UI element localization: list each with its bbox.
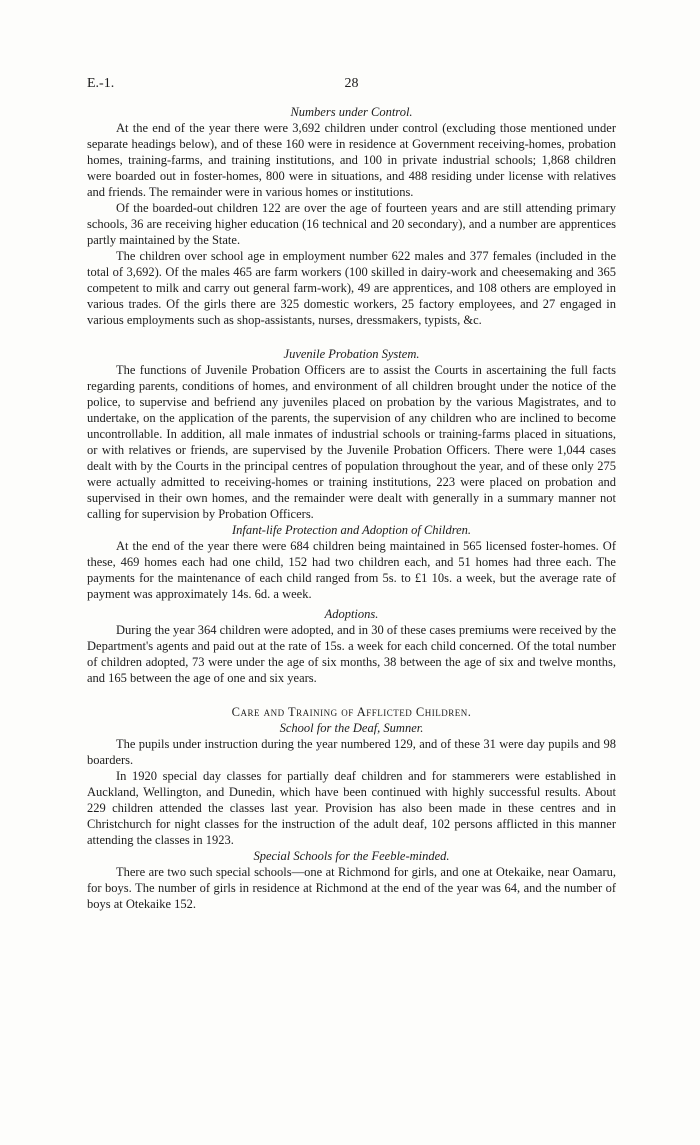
section-heading-numbers: Numbers under Control. xyxy=(290,105,413,119)
paragraph: In 1920 special day classes for partially deaf children and for stammerers were established in Auckland, Wellington, and Dunedin, which have been continued with highly successful results. About 229 children attended the classes last year. Provision has also been made in these centres and in Christchurch for night classes for the instruction of the adult deaf, 102 persons afflicted in this manner attending the classes in 1923. xyxy=(87,769,616,847)
paragraph: At the end of the year there were 3,692 children under control (excluding those mentioned under separate headings below), and of these 160 were in residence at Government receiving-homes, probation homes, training-farms, and training institutions, and 100 in private industrial schools; 1,868 children were boarded out in foster-homes, 800 were in situations, and 488 residing under license with relatives and friends. The remainder were in various homes or institutions. xyxy=(87,121,616,199)
section-heading-afflicted-children: Care and Training of Afflicted Children. xyxy=(231,705,472,719)
paragraph: At the end of the year there were 684 children being maintained in 565 licensed foster-homes. Of these, 469 homes each had one child, 152 had two children each, and 51 homes had three each. The payments for the maintenance of each child ranged from 5s. to £1 10s. a week, but the average rate of payment was approximately 14s. 6d. a week. xyxy=(87,539,616,601)
page-header xyxy=(87,76,616,96)
page-number: 28 xyxy=(344,76,359,91)
subheading-school-for-deaf: School for the Deaf, Sumner. xyxy=(279,721,424,735)
paragraph: During the year 364 children were adopted, and in 30 of these cases premiums were received by the Department's agents and paid out at the rate of 15s. a week for each child concerned. Of the total number of children adopted, 73 were under the age of six months, 38 between the age of six and twelve months, and 165 between the age of one and six years. xyxy=(87,623,616,685)
section-heading-adoptions: Adoptions. xyxy=(324,607,379,621)
paragraph: The pupils under instruction during the year numbered 129, and of these 31 were day pupils and 98 boarders. xyxy=(87,737,616,767)
report-reference: E.-1. xyxy=(87,76,115,91)
paragraph: Of the boarded-out children 122 are over the age of fourteen years and are still attending primary schools, 36 are receiving higher education (16 technical and 20 secondary), and a number are apprentices partly maintained by the State. xyxy=(87,201,616,247)
section-heading-feeble-minded: Special Schools for the Feeble-minded. xyxy=(253,849,450,863)
section-heading-probation: Juvenile Probation System. xyxy=(283,347,420,361)
section-heading-infant-life: Infant-life Protection and Adoption of Children. xyxy=(231,523,472,537)
document-body xyxy=(87,104,616,912)
paragraph: There are two such special schools—one at Richmond for girls, and one at Otekaike, near Oamaru, for boys. The number of girls in residence at Richmond at the end of the year was 64, and the number of boys at Otekaike 152. xyxy=(87,865,616,911)
paragraph: The functions of Juvenile Probation Officers are to assist the Courts in ascertaining the full facts regarding parents, conditions of homes, and environment of all children brought under the notice of the police, to supervise and befriend any juveniles placed on probation by the various Magistrates, and to undertake, on the application of the parents, the supervision of any children who are inclined to become uncontrollable. In addition, all male inmates of industrial schools or training-farms placed in situations, or with relatives or friends, are supervised by the Juvenile Probation Officers. There were 1,044 cases dealt with by the Courts in the principal centres of population throughout the year, and of these only 275 were actually admitted to receiving-homes or training institutions, 223 were placed on probation and supervised in their own homes, and the remainder were dealt with generally in a summary manner not calling for supervision by Probation Officers. xyxy=(87,363,616,521)
paragraph: The children over school age in employment number 622 males and 377 females (included in the total of 3,692). Of the males 465 are farm workers (100 skilled in dairy-work and cheesemaking and 365 competent to milk and carry out general farm-work), 49 are apprentices, and 108 others are employed in various trades. Of the girls there are 325 domestic workers, 25 factory employees, and 27 engaged in various employments such as shop-assistants, nurses, dressmakers, typists, &c. xyxy=(87,249,616,327)
